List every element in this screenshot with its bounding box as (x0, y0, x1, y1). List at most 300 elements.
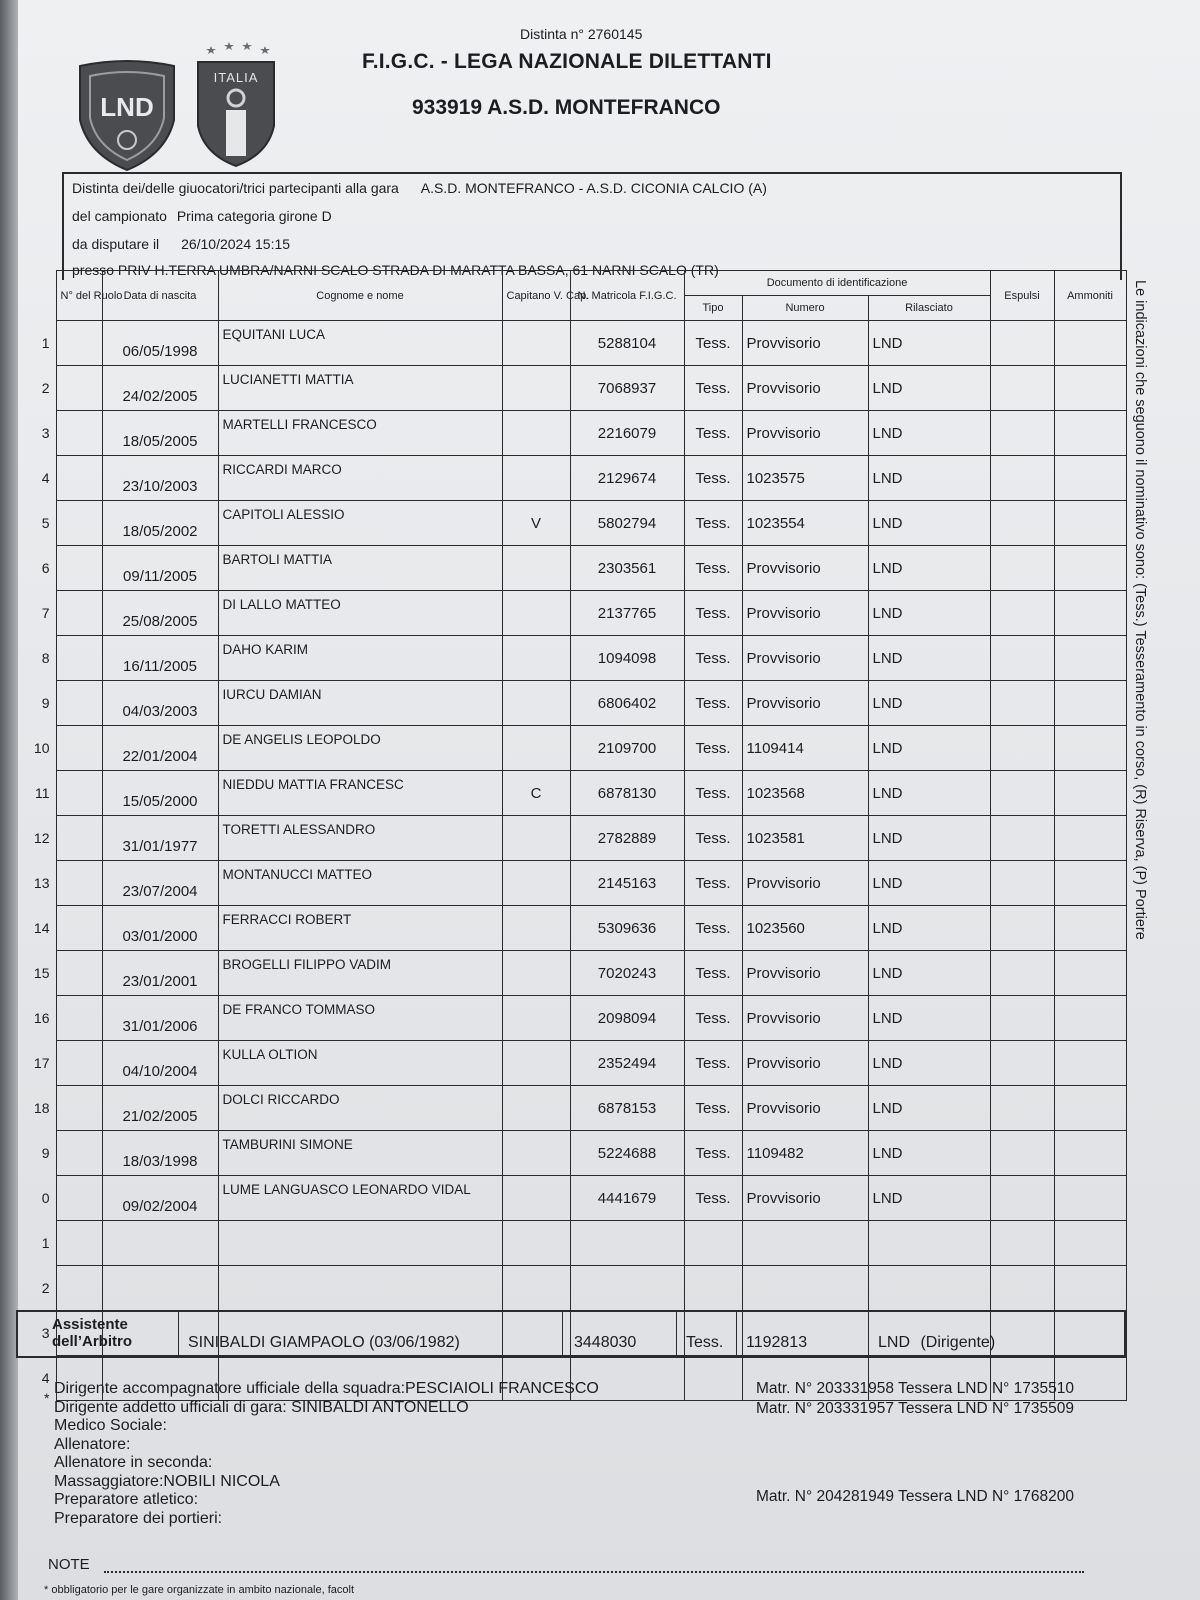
assistente-divider (868, 1312, 869, 1358)
birth-date-cell: 31/01/1977 (102, 816, 218, 861)
table-row (16, 681, 1126, 726)
birth-date-cell: 31/01/2006 (102, 996, 218, 1041)
player-name-cell: TORETTI ALESSANDRO (218, 816, 502, 861)
numero-cell: Provvisorio (742, 321, 868, 366)
birth-date-cell: 04/10/2004 (102, 1041, 218, 1086)
ammoniti-cell (1054, 1131, 1126, 1176)
player-name-cell: DI LALLO MATTEO (218, 591, 502, 636)
assistente-label-line1: Assistente (52, 1316, 128, 1333)
ammoniti-cell (1054, 1041, 1126, 1086)
rilasciato-cell: LND (868, 321, 990, 366)
rilasciato-cell: LND (868, 456, 990, 501)
assistente-divider (676, 1312, 677, 1358)
table-row (16, 726, 1126, 771)
birth-date-cell: 16/11/2005 (102, 636, 218, 681)
staff-medico: Medico Sociale: (54, 1417, 167, 1434)
captain-cell (502, 1086, 570, 1131)
distinta-number: Distinta n° 2760145 (520, 26, 643, 42)
matricola-cell: 2303561 (570, 546, 684, 591)
ruolo-cell (56, 1131, 102, 1176)
table-row (16, 366, 1126, 411)
numero-cell: Provvisorio (742, 681, 868, 726)
ammoniti-cell (1054, 321, 1126, 366)
club-title: 933919 A.S.D. MONTEFRANCO (412, 96, 721, 119)
matricola-cell: 2109700 (570, 726, 684, 771)
matricola-cell: 2782889 (570, 816, 684, 861)
numero-cell: Provvisorio (742, 996, 868, 1041)
row-index: 2 (41, 380, 50, 396)
rilasciato-cell: LND (868, 951, 990, 996)
numero-cell: Provvisorio (742, 861, 868, 906)
espulsi-cell (990, 1266, 1054, 1311)
row-index: 2 (41, 1280, 50, 1296)
ruolo-cell (56, 771, 102, 816)
table-row (16, 546, 1126, 591)
player-name-cell (218, 1221, 502, 1266)
ruolo-cell (56, 1041, 102, 1086)
rilasciato-cell: LND (868, 546, 990, 591)
nome-header: Cognome e nome (218, 271, 502, 321)
player-name-cell: BROGELLI FILIPPO VADIM (218, 951, 502, 996)
birth-date-cell: 18/05/2005 (102, 411, 218, 456)
espulsi-cell (990, 321, 1054, 366)
birth-date-cell: 25/08/2005 (102, 591, 218, 636)
rilasciato-cell: LND (868, 816, 990, 861)
captain-cell: C (502, 771, 570, 816)
ruolo-cell (56, 681, 102, 726)
assistente-name: SINIBALDI GIAMPAOLO (03/06/1982) (188, 1334, 460, 1351)
captain-cell (502, 996, 570, 1041)
player-name-cell: DE ANGELIS LEOPOLDO (218, 726, 502, 771)
staff-preparatore-portieri: Preparatore dei portieri: (54, 1509, 223, 1527)
ruolo-header: N° del Ruolo (56, 271, 102, 321)
tipo-cell: Tess. (684, 1131, 742, 1176)
player-name-cell: KULLA OLTION (218, 1041, 502, 1086)
captain-cell (502, 861, 570, 906)
player-name-cell: RICCARDI MARCO (218, 456, 502, 501)
matricola-cell: 4441679 (570, 1176, 684, 1221)
tipo-cell (684, 1356, 742, 1401)
table-row (16, 906, 1126, 951)
ruolo-cell (56, 996, 102, 1041)
assistente-numero: 1192813 (746, 1334, 808, 1351)
espulsi-cell (990, 951, 1054, 996)
ammoniti-cell (1054, 546, 1126, 591)
captain-cell (502, 681, 570, 726)
espulsi-cell (990, 816, 1054, 861)
tipo-header: Tipo (684, 296, 742, 321)
ruolo-cell (56, 321, 102, 366)
birth-date-cell: 23/07/2004 (102, 861, 218, 906)
federation-title: F.I.G.C. - LEGA NAZIONALE DILETTANTI (362, 50, 772, 73)
captain-cell (502, 366, 570, 411)
player-name-cell: MARTELLI FRANCESCO (218, 411, 502, 456)
rilasciato-cell (868, 1221, 990, 1266)
asterisk-mark: * (44, 1390, 50, 1406)
player-name-cell: DE FRANCO TOMMASO (218, 996, 502, 1041)
numero-cell: Provvisorio (742, 1176, 868, 1221)
numero-header: Numero (742, 296, 868, 321)
espulsi-cell (990, 546, 1054, 591)
ruolo-cell (56, 1266, 102, 1311)
espulsi-cell (990, 411, 1054, 456)
espulsi-cell (990, 1086, 1054, 1131)
captain-cell (502, 1041, 570, 1086)
row-index: 4 (41, 470, 50, 486)
rilasciato-cell: LND (868, 411, 990, 456)
ammoniti-cell (1054, 1086, 1126, 1131)
row-index: 7 (41, 605, 50, 621)
ammoniti-cell (1054, 1221, 1126, 1266)
row-index: 18 (33, 1100, 50, 1116)
ruolo-cell (56, 906, 102, 951)
row-index: 0 (41, 1190, 50, 1206)
matricola-cell: 7020243 (570, 951, 684, 996)
captain-cell (502, 636, 570, 681)
matricola-cell: 5309636 (570, 906, 684, 951)
ammoniti-cell (1054, 1266, 1126, 1311)
players-body (16, 321, 1126, 1401)
ruolo-cell (56, 456, 102, 501)
staff-dirigente-addetto: Dirigente addetto ufficiali di gara: SINIBALDI ANTONELLO (54, 1398, 469, 1416)
rilasciato-cell: LND (868, 681, 990, 726)
tipo-cell: Tess. (684, 1176, 742, 1221)
staff-list (54, 1380, 599, 1528)
table-row (16, 861, 1126, 906)
espulsi-cell (990, 1221, 1054, 1266)
espulsi-cell (990, 681, 1054, 726)
rilasciato-cell: LND (868, 591, 990, 636)
birth-date-cell: 15/05/2000 (102, 771, 218, 816)
campionato-label: del campionato (72, 208, 167, 224)
table-row (16, 771, 1126, 816)
espulsi-cell (990, 906, 1054, 951)
assistente-matricola: 3448030 (574, 1334, 637, 1351)
ammoniti-header: Ammoniti (1054, 271, 1126, 321)
tipo-cell (684, 1266, 742, 1311)
assistente-label-line2: dell’Arbitro (52, 1333, 133, 1350)
numero-cell: Provvisorio (742, 636, 868, 681)
player-name-cell: MONTANUCCI MATTEO (218, 861, 502, 906)
tipo-cell: Tess. (684, 456, 742, 501)
ruolo-cell (56, 636, 102, 681)
espulsi-cell (990, 591, 1054, 636)
table-row (16, 1086, 1126, 1131)
matricola-cell: 5224688 (570, 1131, 684, 1176)
rilasciato-cell: LND (868, 366, 990, 411)
birth-date-cell: 09/11/2005 (102, 546, 218, 591)
espulsi-cell (990, 1131, 1054, 1176)
row-index: 13 (33, 875, 50, 891)
row-index: 15 (33, 965, 50, 981)
birth-date-cell: 04/03/2003 (102, 681, 218, 726)
rilasciato-cell (868, 1266, 990, 1311)
table-row (16, 1131, 1126, 1176)
espulsi-cell (990, 996, 1054, 1041)
table-row (16, 1221, 1126, 1266)
player-name-cell: CAPITOLI ALESSIO (218, 501, 502, 546)
captain-cell (502, 726, 570, 771)
ruolo-cell (56, 816, 102, 861)
rilasciato-cell: LND (868, 1176, 990, 1221)
rilasciato-cell: LND (868, 861, 990, 906)
espulsi-cell (990, 1176, 1054, 1221)
espulsi-header: Espulsi (990, 271, 1054, 321)
assistente-divider (178, 1312, 179, 1358)
matricola-cell: 6878153 (570, 1086, 684, 1131)
table-row (16, 1041, 1126, 1086)
numero-cell (742, 1266, 868, 1311)
matricola-cell: 1094098 (570, 636, 684, 681)
tipo-cell: Tess. (684, 906, 742, 951)
ammoniti-cell (1054, 861, 1126, 906)
captain-cell (502, 951, 570, 996)
captain-cell (502, 1266, 570, 1311)
captain-cell (502, 1221, 570, 1266)
rilasciato-cell: LND (868, 996, 990, 1041)
row-index: 14 (33, 920, 50, 936)
gara-line (72, 180, 767, 196)
ruolo-cell (56, 726, 102, 771)
player-name-cell: TAMBURINI SIMONE (218, 1131, 502, 1176)
table-row (16, 996, 1126, 1041)
matr-massaggiatore: Matr. N° 204281949 Tessera LND N° 1768200 (756, 1488, 1074, 1505)
birth-date-cell: 09/02/2004 (102, 1176, 218, 1221)
ruolo-cell (56, 591, 102, 636)
staff-preparatore-atletico: Preparatore atletico: (54, 1491, 199, 1508)
tipo-cell: Tess. (684, 771, 742, 816)
numero-cell: 1023575 (742, 456, 868, 501)
espulsi-cell (990, 771, 1054, 816)
matricola-cell (570, 1221, 684, 1266)
matricola-cell: 2137765 (570, 591, 684, 636)
birth-date-cell: 21/02/2005 (102, 1086, 218, 1131)
row-index: 11 (34, 785, 50, 801)
table-row (16, 411, 1126, 456)
note-label: NOTE (48, 1556, 90, 1573)
numero-cell: 1109414 (742, 726, 868, 771)
tipo-cell: Tess. (684, 1086, 742, 1131)
tipo-cell: Tess. (684, 366, 742, 411)
espulsi-cell (990, 366, 1054, 411)
rilasciato-cell: LND (868, 906, 990, 951)
table-row (16, 501, 1126, 546)
matricola-cell: 7068937 (570, 366, 684, 411)
captain-cell (502, 1131, 570, 1176)
tipo-cell: Tess. (684, 816, 742, 861)
espulsi-cell (990, 636, 1054, 681)
matricola-cell: 5288104 (570, 321, 684, 366)
matricola-cell: 2145163 (570, 861, 684, 906)
table-row (16, 321, 1126, 366)
birth-date-cell: 18/05/2002 (102, 501, 218, 546)
documento-header: Documento di identificazione (684, 271, 990, 296)
gara-label: Distinta dei/delle giuocatori/trici partecipanti alla gara (72, 180, 399, 196)
birth-date-cell: 23/01/2001 (102, 951, 218, 996)
player-name-cell: LUME LANGUASCO LEONARDO VIDAL (218, 1176, 502, 1221)
ruolo-cell (56, 951, 102, 996)
birth-date-cell: 24/02/2005 (102, 366, 218, 411)
capitano-header: Capitano V. Cap. (502, 271, 570, 321)
tipo-cell: Tess. (684, 591, 742, 636)
data-line (72, 236, 290, 252)
birth-date-cell: 23/10/2003 (102, 456, 218, 501)
captain-cell (502, 321, 570, 366)
ammoniti-cell (1054, 456, 1126, 501)
birth-date-cell (102, 1221, 218, 1266)
matricola-cell: 6878130 (570, 771, 684, 816)
row-index: 12 (33, 830, 50, 846)
row-index: 8 (41, 650, 50, 666)
tipo-cell: Tess. (684, 951, 742, 996)
captain-cell (502, 411, 570, 456)
matricola-cell: 6806402 (570, 681, 684, 726)
birth-date-cell (102, 1266, 218, 1311)
campionato-value: Prima categoria girone D (176, 208, 332, 224)
row-index: 3 (41, 1325, 50, 1341)
ammoniti-cell (1054, 726, 1126, 771)
tipo-cell: Tess. (684, 501, 742, 546)
table-row (16, 636, 1126, 681)
tipo-cell: Tess. (684, 636, 742, 681)
player-name-cell: DAHO KARIM (218, 636, 502, 681)
ruolo-cell (56, 861, 102, 906)
campionato-line (72, 208, 332, 224)
ammoniti-cell (1054, 816, 1126, 861)
birth-date-cell: 18/03/1998 (102, 1131, 218, 1176)
espulsi-cell (990, 501, 1054, 546)
note-line (104, 1571, 1084, 1573)
row-index: 1 (41, 1235, 50, 1251)
row-index: 1 (41, 335, 50, 351)
rilasciato-cell: LND (868, 501, 990, 546)
svg-text:ITALIA: ITALIA (213, 70, 259, 85)
staff-allenatore-seconda: Allenatore in seconda: (54, 1454, 213, 1471)
row-index: 9 (41, 695, 50, 711)
player-name-cell: EQUITANI LUCA (218, 321, 502, 366)
tipo-cell (684, 1221, 742, 1266)
rilasciato-header: Rilasciato (868, 296, 990, 321)
data-label: da disputare il (72, 236, 160, 252)
captain-cell (502, 546, 570, 591)
nascita-header: Data di nascita (102, 271, 218, 321)
footnote: * obbligatorio per le gare organizzate in ambito nazionale, facolt (44, 1584, 355, 1596)
ruolo-cell (56, 546, 102, 591)
ruolo-cell (56, 1086, 102, 1131)
player-name-cell: IURCU DAMIAN (218, 681, 502, 726)
tipo-cell: Tess. (684, 411, 742, 456)
tipo-cell: Tess. (684, 681, 742, 726)
matricola-header: N. Matricola F.I.G.C. (570, 271, 684, 321)
captain-cell (502, 816, 570, 861)
assistente-divider (562, 1312, 563, 1358)
player-name-cell: BARTOLI MATTIA (218, 546, 502, 591)
captain-cell (502, 906, 570, 951)
ammoniti-cell (1054, 636, 1126, 681)
espulsi-cell (990, 1041, 1054, 1086)
svg-text:LND: LND (100, 92, 154, 122)
birth-date-cell: 03/01/2000 (102, 906, 218, 951)
row-index: 10 (33, 740, 50, 756)
matricola-cell: 2352494 (570, 1041, 684, 1086)
assistente-rilasciato-value: LND (878, 1334, 911, 1351)
ammoniti-cell (1054, 681, 1126, 726)
ruolo-cell (56, 411, 102, 456)
ruolo-cell (56, 501, 102, 546)
row-index: 5 (41, 515, 50, 531)
matricola-cell: 2098094 (570, 996, 684, 1041)
row-index: 3 (41, 425, 50, 441)
table-row (16, 951, 1126, 996)
numero-cell: Provvisorio (742, 951, 868, 996)
ammoniti-cell (1054, 771, 1126, 816)
assistente-tipo: Tess. (686, 1334, 724, 1351)
assistente-ruolo: (Dirigente) (920, 1334, 996, 1351)
numero-cell (742, 1221, 868, 1266)
captain-cell: V (502, 501, 570, 546)
rilasciato-cell: LND (868, 771, 990, 816)
matricola-cell: 2129674 (570, 456, 684, 501)
row-index: 9 (41, 1145, 50, 1161)
ammoniti-cell (1054, 366, 1126, 411)
ammoniti-cell (1054, 951, 1126, 996)
tipo-cell: Tess. (684, 861, 742, 906)
index-header (16, 271, 56, 321)
espulsi-cell (990, 726, 1054, 771)
presso-line: presso PRIV H.TERRA UMBRA/NARNI SCALO STRADA DI MARATTA BASSA, 61 NARNI SCALO (TR) (72, 262, 719, 278)
lnd-logo-icon (76, 60, 178, 172)
row-index: 16 (33, 1010, 50, 1026)
captain-cell (502, 456, 570, 501)
numero-cell: 1109482 (742, 1131, 868, 1176)
side-note-text: Le indicazioni che seguono il nominativo sono: (Tess.) Tesseramento in corso, (R) Riserva, (P) Portiere (1132, 280, 1148, 940)
staff-massaggiatore: Massaggiatore:NOBILI NICOLA (54, 1472, 280, 1490)
numero-cell: Provvisorio (742, 1086, 868, 1131)
tipo-cell: Tess. (684, 321, 742, 366)
numero-cell: 1023560 (742, 906, 868, 951)
espulsi-cell (990, 456, 1054, 501)
numero-cell: 1023568 (742, 771, 868, 816)
rilasciato-cell: LND (868, 1041, 990, 1086)
ruolo-cell (56, 1221, 102, 1266)
numero-cell: 1023554 (742, 501, 868, 546)
player-name-cell: NIEDDU MATTIA FRANCESC (218, 771, 502, 816)
gara-value: A.S.D. MONTEFRANCO - A.S.D. CICONIA CALCIO (A) (420, 180, 767, 196)
assistente-row (16, 1310, 1126, 1358)
rilasciato-cell: LND (868, 1086, 990, 1131)
italia-logo-icon (194, 42, 278, 168)
tipo-cell: Tess. (684, 996, 742, 1041)
table-row (16, 1176, 1126, 1221)
tipo-cell: Tess. (684, 726, 742, 771)
assistente-label (52, 1316, 132, 1350)
table-row (16, 456, 1126, 501)
numero-cell: Provvisorio (742, 411, 868, 456)
player-name-cell: LUCIANETTI MATTIA (218, 366, 502, 411)
matr-dirigente-accompagnatore: Matr. N° 203331958 Tessera LND N° 1735510 (756, 1380, 1074, 1397)
player-name-cell: DOLCI RICCARDO (218, 1086, 502, 1131)
staff-dirigente-accompagnatore: Dirigente accompagnatore ufficiale della squadra:PESCIAIOLI FRANCESCO (54, 1380, 599, 1397)
assistente-rilasciato (878, 1334, 995, 1352)
ammoniti-cell (1054, 501, 1126, 546)
ruolo-cell (56, 1176, 102, 1221)
rilasciato-cell: LND (868, 636, 990, 681)
matricola-cell: 5802794 (570, 501, 684, 546)
ruolo-cell (56, 366, 102, 411)
numero-cell: Provvisorio (742, 591, 868, 636)
tipo-cell: Tess. (684, 1041, 742, 1086)
tipo-cell: Tess. (684, 546, 742, 591)
